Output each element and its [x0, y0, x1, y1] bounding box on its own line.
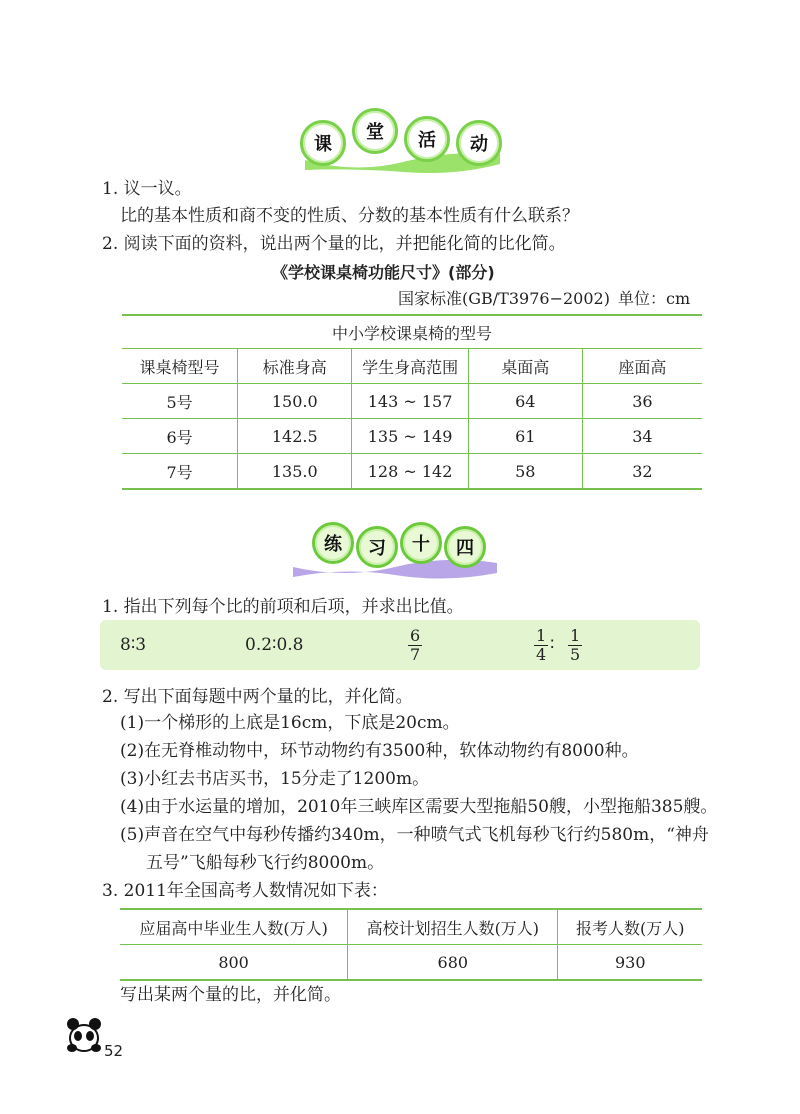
fraction-numerator: 1	[570, 626, 581, 645]
question-2-title: 2. 阅读下面的资料，说出两个量的比，并把能化简的比化简。	[102, 234, 566, 254]
table-row	[122, 384, 702, 419]
exercise-2-title: 2. 写出下面每题中两个量的比，并化简。	[102, 687, 413, 707]
table-cell: 930	[558, 945, 702, 981]
exercise-2-item: (3)小红去书店买书，15分走了1200m。	[120, 769, 430, 789]
table-3-header: 高校计划招生人数(万人)	[348, 909, 558, 945]
banner-char-1: 课	[300, 120, 346, 166]
fraction-numerator: 6	[410, 626, 421, 645]
table-cell: 135 ~ 149	[352, 419, 468, 454]
fraction-numerator: 1	[536, 626, 547, 645]
exercise-char-4: 四	[444, 526, 486, 568]
ratio-4-separator: ∶	[550, 635, 555, 655]
table-cell: 143 ~ 157	[352, 384, 468, 419]
table-row	[122, 419, 702, 454]
table-cell: 7号	[122, 454, 238, 490]
exercise-2-item-continued: 五号”飞船每秒飞行约8000m。	[146, 853, 385, 873]
exercise-char-2: 习	[356, 526, 398, 568]
exam-stats-table	[120, 908, 702, 981]
ratio-4-left-fraction	[534, 627, 548, 664]
desk-size-table	[122, 314, 702, 490]
ratio-1: 8∶3	[120, 635, 147, 655]
question-1-text: 比的基本性质和商不变的性质、分数的基本性质有什么联系？	[120, 206, 579, 226]
table-3-header: 报考人数(万人)	[558, 909, 702, 945]
table-cell: 32	[582, 454, 702, 490]
banner-char-4: 动	[456, 120, 502, 166]
table-1-header: 桌面高	[468, 349, 582, 384]
ratio-3-fraction	[408, 627, 422, 664]
fraction-denominator: 7	[410, 645, 421, 664]
table-1-header: 课桌椅型号	[122, 349, 238, 384]
exercise-2-item: (4)由于水运量的增加，2010年三峡库区需要大型拖船50艘，小型拖船385艘。	[120, 797, 718, 817]
table-1-source: 国家标准(GB/T3976−2002)	[398, 289, 610, 308]
table-cell: 36	[582, 384, 702, 419]
table-cell: 6号	[122, 419, 238, 454]
table-1-caption: 中小学校课桌椅的型号	[122, 315, 702, 349]
table-cell: 5号	[122, 384, 238, 419]
fraction-denominator: 5	[570, 645, 581, 664]
table-cell: 142.5	[238, 419, 352, 454]
table-cell: 680	[348, 945, 558, 981]
table-1-header: 座面高	[582, 349, 702, 384]
ratio-2: 0.2∶0.8	[245, 635, 304, 655]
exercise-3-title: 3. 2011年全国高考人数情况如下表：	[102, 881, 388, 901]
table-cell: 64	[468, 384, 582, 419]
page-number: 52	[104, 1042, 124, 1060]
exercise-char-3: 十	[400, 522, 442, 564]
table-cell: 58	[468, 454, 582, 490]
table-cell: 135.0	[238, 454, 352, 490]
table-row	[122, 454, 702, 490]
banner-char-2: 堂	[352, 108, 398, 154]
table-cell: 61	[468, 419, 582, 454]
exercise-2-item: (5)声音在空气中每秒传播约340m，一种喷气式飞机每秒飞行约580m，“神舟	[120, 825, 709, 845]
table-3-header: 应届高中毕业生人数(万人)	[120, 909, 348, 945]
table-cell: 150.0	[238, 384, 352, 419]
table-cell: 128 ~ 142	[352, 454, 468, 490]
table-cell: 34	[582, 419, 702, 454]
table-cell: 800	[120, 945, 348, 981]
banner-char-3: 活	[404, 116, 450, 162]
panda-icon	[64, 1012, 104, 1054]
table-1-title: 《学校课桌椅功能尺寸》(部分)	[272, 263, 495, 282]
exercise-char-1: 练	[312, 522, 354, 564]
fraction-denominator: 4	[536, 645, 547, 664]
table-1-header: 标准身高	[238, 349, 352, 384]
exercise-2-item: (1)一个梯形的上底是16cm，下底是20cm。	[120, 713, 460, 733]
table-1-header: 学生身高范围	[352, 349, 468, 384]
table-1-unit: 单位：cm	[618, 289, 691, 308]
ratio-panel	[100, 620, 700, 670]
exercise-3-footer: 写出某两个量的比，并化简。	[120, 985, 341, 1005]
table-row	[120, 945, 702, 981]
exercise-1-title: 1. 指出下列每个比的前项和后项，并求出比值。	[102, 597, 464, 617]
ratio-4-right-fraction	[568, 627, 582, 664]
question-1-title: 1. 议一议。	[102, 179, 192, 199]
exercise-2-item: (2)在无脊椎动物中，环节动物约有3500种，软体动物约有8000种。	[120, 741, 639, 761]
